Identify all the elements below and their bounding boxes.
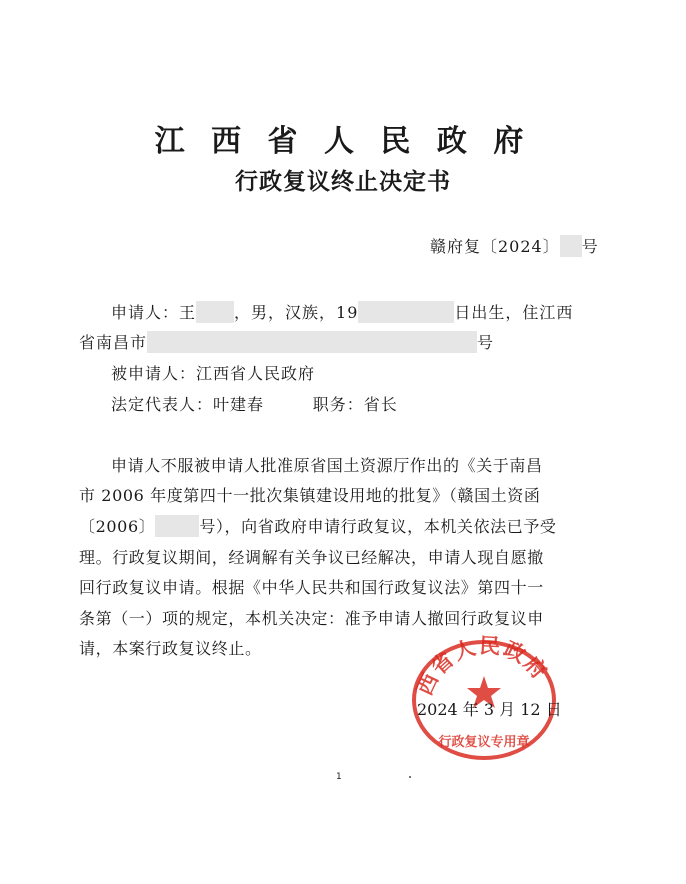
- body-line-4: 理。行政复议期间，经调解有关争议已经解决，申请人现自愿撤: [79, 548, 544, 567]
- seal-arc-text: 西省人民政府: [412, 633, 553, 700]
- seal-bottom-text: 行政复议专用章: [438, 735, 530, 750]
- applicant-gender-ethnicity: ，男，汉族，19: [234, 303, 359, 322]
- respondent-line: 被申请人：江西省人民政府: [111, 364, 316, 383]
- representative-line: 法定代表人：叶建春 职务：省长: [111, 395, 398, 414]
- applicant-born: 日出生，住江西: [454, 303, 574, 322]
- doc-number-suffix: 号: [581, 237, 599, 256]
- applicant-line-2: [79, 332, 494, 354]
- body-line-3-text: 号），向省政府申请行政复议，本机关依法已予受: [199, 517, 557, 536]
- applicant-address-suffix: 号: [477, 333, 495, 352]
- redacted-block: [560, 235, 582, 257]
- redacted-block: [358, 301, 454, 323]
- body-line-2: 市 2006 年度第四十一批次集镇建设用地的批复》（赣国土资函: [79, 486, 541, 505]
- body-line-1: 申请人不服被申请人批准原省国土资源厅作出的《关于南昌: [111, 456, 543, 475]
- applicant-line-1: [111, 302, 573, 324]
- applicant-address-prefix: 省南昌市: [79, 333, 148, 352]
- body-line-7: 请，本案行政复议终止。: [79, 639, 262, 658]
- applicant-label: 申请人：王: [111, 303, 197, 322]
- redacted-block: [196, 301, 234, 323]
- document-number: [430, 236, 599, 258]
- redacted-block: [155, 515, 199, 537]
- body-line-5: 回行政复议申请。根据《中华人民共和国行政复议法》第四十一: [79, 578, 544, 597]
- document-title: 江 西 省 人 民 政 府: [154, 124, 532, 159]
- page-number: 1: [336, 772, 342, 782]
- document-date: 2024 年 3 月 12 日: [417, 700, 562, 719]
- document-subtitle: 行政复议终止决定书: [235, 168, 451, 195]
- redacted-block: [147, 331, 477, 353]
- body-line-3: [79, 516, 557, 538]
- official-seal: [405, 630, 561, 762]
- body-line-3-prefix: 〔2006〕: [79, 517, 156, 536]
- body-line-6: 条第（一）项的规定，本机关决定：准予申请人撤回行政复议申: [79, 609, 544, 628]
- doc-number-prefix: 赣府复〔2024〕: [430, 237, 560, 256]
- footer-dot: [409, 776, 411, 778]
